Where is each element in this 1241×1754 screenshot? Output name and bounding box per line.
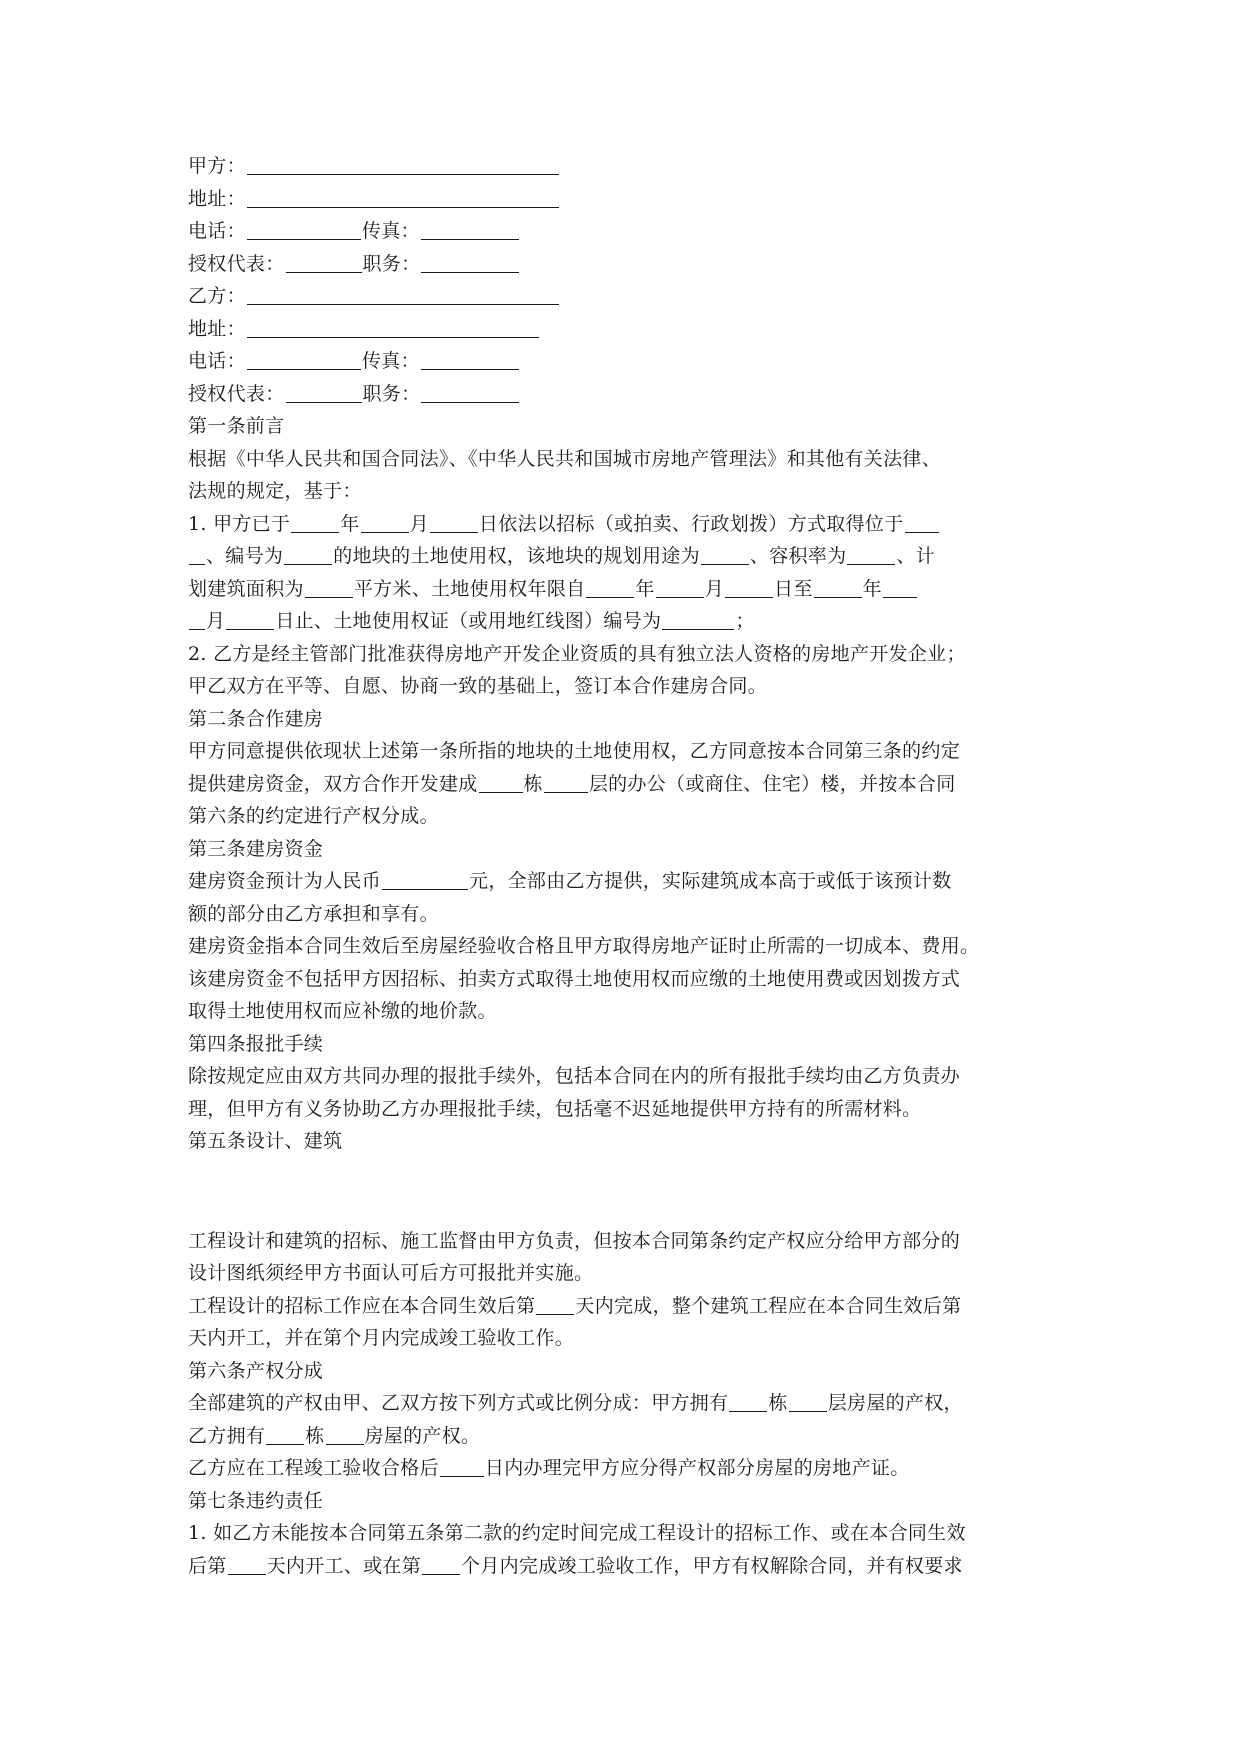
party-a-rep-label: 授权代表： xyxy=(188,252,285,275)
text-fragment: 天内完成，整个建筑工程应在本合同生效后第 xyxy=(575,1294,962,1317)
text-fragment: 栋 xyxy=(768,1392,788,1414)
blank-field xyxy=(656,596,704,598)
article-4-line: 理，但甲方有义务协助乙方办理报批手续，包括毫不迟延地提供甲方持有的所需材料。 xyxy=(188,1097,922,1120)
contract-page xyxy=(188,150,1068,1582)
blank-field xyxy=(536,1313,574,1315)
blank-field xyxy=(544,791,588,793)
text-fragment: 、容积率为 xyxy=(749,545,847,567)
section-gap xyxy=(188,1158,1068,1225)
party-b-rep-label: 授权代表： xyxy=(188,382,285,405)
party-b-position-label: 职务： xyxy=(362,382,421,405)
text-fragment: 日内办理完甲方应分得产权部分房屋的房地产证。 xyxy=(484,1457,910,1479)
blank-field xyxy=(430,531,478,533)
article-1-para-line: 法规的规定，基于： xyxy=(188,480,362,502)
party-b-rep-line xyxy=(188,378,1068,411)
article-2-title: 第二条合作建房 xyxy=(188,707,324,730)
article-7-title: 第七条违约责任 xyxy=(188,1489,324,1512)
article-5-line: 设计图纸须经甲方书面认可后方可报批并实施。 xyxy=(188,1262,594,1284)
blank-field xyxy=(326,1443,364,1445)
article-7-line xyxy=(188,1550,1068,1583)
text-fragment: 日依法以招标（或拍卖、行政划拨）方式取得位于 xyxy=(478,512,904,535)
party-b-name-blank xyxy=(247,303,559,305)
text-fragment: 1. 甲方已于 xyxy=(188,512,291,535)
text-fragment: 的地块的土地使用权，该地块的规划用途为 xyxy=(333,545,700,567)
text-fragment: 月 xyxy=(206,610,226,632)
blank-field xyxy=(729,1410,767,1412)
blank-field xyxy=(361,531,409,533)
blank-field xyxy=(701,563,749,565)
text-fragment: ； xyxy=(735,610,755,632)
party-b-fax-label: 传真： xyxy=(361,350,420,372)
text-fragment: 年 xyxy=(635,577,655,600)
blank-field xyxy=(422,1573,460,1575)
article-3-line: 取得土地使用权而应补缴的地价款。 xyxy=(188,1000,497,1022)
party-a-phone-label: 电话： xyxy=(188,220,246,242)
text-fragment: 栋 xyxy=(305,1424,325,1447)
text-fragment: 层房屋的产权， xyxy=(827,1392,963,1414)
article-1-item-1-line xyxy=(188,605,1068,638)
article-5-line xyxy=(188,1290,1068,1323)
blank-field xyxy=(905,531,939,533)
party-b-phone-blank xyxy=(247,368,361,370)
article-6-line xyxy=(188,1387,1068,1420)
article-5-title: 第五条设计、建筑 xyxy=(188,1130,343,1152)
article-1-title: 第一条前言 xyxy=(188,415,285,437)
text-fragment: 元，全部由乙方提供，实际建筑成本高于或低于该预计数 xyxy=(469,870,952,892)
article-1-item-1-line xyxy=(188,573,1068,606)
party-a-position-label: 职务： xyxy=(362,252,421,275)
article-3-line: 建房资金指本合同生效后至房屋经验收合格且甲方取得房地产证时止所需的一切成本、费用。 xyxy=(188,935,980,957)
text-fragment: 平方米、土地使用权年限自 xyxy=(353,577,586,600)
blank-field xyxy=(189,563,205,565)
article-7-line: 1. 如乙方未能按本合同第五条第二款的约定时间完成工程设计的招标工作、或在本合同生效 xyxy=(188,1522,966,1544)
party-a-name-blank xyxy=(247,173,559,175)
article-1-item-1-line xyxy=(188,540,1068,573)
text-fragment: 提供建房资金，双方合作开发建成 xyxy=(188,772,478,795)
article-1-item-3: 甲乙双方在平等、自愿、协商一致的基础上，签订本合作建房合同。 xyxy=(188,675,768,697)
article-4-title: 第四条报批手续 xyxy=(188,1032,324,1055)
party-a-position-blank xyxy=(421,271,519,273)
blank-field xyxy=(479,791,523,793)
party-a-name-label: 甲方： xyxy=(188,155,246,177)
text-fragment: 房屋的产权。 xyxy=(364,1424,481,1447)
party-b-address-label: 地址： xyxy=(188,317,246,340)
article-2-line xyxy=(188,768,1068,801)
blank-field xyxy=(789,1410,827,1412)
party-b-position-blank xyxy=(421,401,519,403)
text-fragment: 划建筑面积为 xyxy=(188,577,304,600)
text-fragment: 年 xyxy=(862,577,882,600)
article-5-line: 天内开工，并在第个月内完成竣工验收工作。 xyxy=(188,1327,575,1349)
text-fragment: 栋 xyxy=(523,772,543,795)
text-fragment: 天内开工、或在第 xyxy=(266,1554,422,1577)
text-fragment: 全部建筑的产权由甲、乙双方按下列方式或比例分成：甲方拥有 xyxy=(188,1392,729,1414)
text-fragment: 年 xyxy=(340,512,360,535)
text-fragment: 建房资金预计为人民币 xyxy=(188,870,382,892)
party-b-address-line xyxy=(188,313,1068,346)
blank-field xyxy=(662,628,734,630)
party-b-name-label: 乙方： xyxy=(188,285,246,307)
blank-field xyxy=(284,563,332,565)
party-a-address-label: 地址： xyxy=(188,187,246,210)
party-a-name-line xyxy=(188,150,1068,183)
text-fragment: 月 xyxy=(409,512,429,535)
text-fragment: 日止、土地使用权证（或用地红线图）编号为 xyxy=(275,610,662,632)
party-a-fax-blank xyxy=(421,238,519,240)
blank-field xyxy=(883,596,917,598)
party-a-address-blank xyxy=(247,206,559,208)
party-a-phone-line xyxy=(188,215,1068,248)
blank-field xyxy=(226,628,274,630)
text-fragment: 月 xyxy=(704,577,725,600)
party-a-rep-blank xyxy=(286,271,362,273)
blank-field xyxy=(291,531,339,533)
text-fragment: 、编号为 xyxy=(206,545,284,567)
article-1-item-1-line xyxy=(188,508,1068,541)
blank-field xyxy=(725,596,773,598)
text-fragment: 后第 xyxy=(188,1554,227,1577)
article-3-title: 第三条建房资金 xyxy=(188,837,324,860)
article-6-line xyxy=(188,1420,1068,1453)
article-1-para-line: 根据《中华人民共和国合同法》、《中华人民共和国城市房地产管理法》和其他有关法律、 xyxy=(188,447,942,470)
article-6-line xyxy=(188,1452,1068,1485)
blank-field xyxy=(586,596,634,598)
text-fragment: 乙方拥有 xyxy=(188,1424,266,1447)
article-3-line: 该建房资金不包括甲方因招标、拍卖方式取得土地使用权而应缴的土地使用费或因划拨方式 xyxy=(188,967,961,990)
party-b-phone-line xyxy=(188,345,1068,378)
party-b-phone-label: 电话： xyxy=(188,350,246,372)
article-2-line: 第六条的约定进行产权分成。 xyxy=(188,805,439,827)
blank-field xyxy=(189,628,205,630)
article-2-line: 甲方同意提供依现状上述第一条所指的地块的土地使用权，乙方同意按本合同第三条的约定 xyxy=(188,740,961,762)
article-4-line: 除按规定应由双方共同办理的报批手续外，包括本合同在内的所有报批手续均由乙方负责办 xyxy=(188,1065,961,1087)
text-fragment: 个月内完成竣工验收工作，甲方有权解除合同，并有权要求 xyxy=(461,1554,963,1577)
party-b-rep-blank xyxy=(286,401,362,403)
text-fragment: 工程设计的招标工作应在本合同生效后第 xyxy=(188,1294,536,1317)
article-1-item-2: 2. 乙方是经主管部门批准获得房地产开发企业资质的具有独立法人资格的房地产开发企业； xyxy=(188,642,966,665)
article-5-line: 工程设计和建筑的招标、施工监督由甲方负责，但按本合同第条约定产权应分给甲方部分的 xyxy=(188,1229,961,1252)
text-fragment: 日至 xyxy=(774,577,813,600)
blank-field xyxy=(228,1573,266,1575)
article-3-line xyxy=(188,865,1068,898)
text-fragment: 层的办公（或商住、住宅）楼，并按本合同 xyxy=(588,772,956,795)
party-b-fax-blank xyxy=(421,368,519,370)
article-3-line: 额的部分由乙方承担和享有。 xyxy=(188,902,439,925)
article-6-title: 第六条产权分成 xyxy=(188,1359,324,1382)
party-a-phone-blank xyxy=(247,238,361,240)
text-fragment: 、计 xyxy=(896,545,936,567)
party-a-rep-line xyxy=(188,248,1068,281)
blank-field xyxy=(266,1443,304,1445)
blank-field xyxy=(305,596,353,598)
party-b-address-blank xyxy=(247,336,539,338)
party-a-fax-label: 传真： xyxy=(361,220,420,242)
text-fragment: 乙方应在工程竣工验收合格后 xyxy=(188,1457,439,1479)
blank-field xyxy=(382,888,468,890)
party-b-name-line xyxy=(188,280,1068,313)
blank-field xyxy=(440,1475,484,1477)
blank-field xyxy=(814,596,862,598)
blank-field xyxy=(847,563,895,565)
party-a-address-line xyxy=(188,183,1068,216)
